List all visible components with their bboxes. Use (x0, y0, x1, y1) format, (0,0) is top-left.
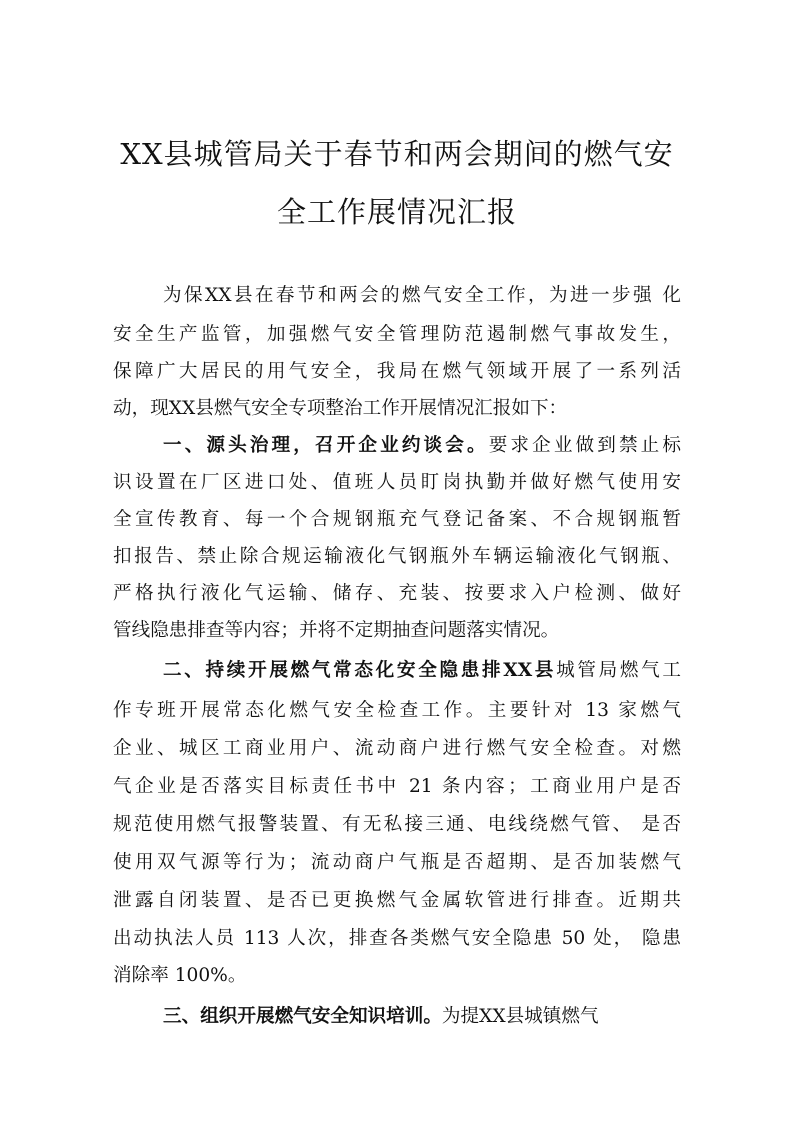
section1-line: 扣报告、禁止除合规运输液化气钢瓶外车辆运输液化气钢瓶、 (113, 546, 681, 567)
intro-line-3: 保障广大居民的用气安全，我局在燃气领域开展了一系列活 (113, 361, 681, 382)
section2-heading: 二、持续开展燃气常态化安全隐患排XX县 (163, 660, 557, 681)
section2-line: 使用双气源等行为；流动商户气瓶是否超期、是否加装燃气 (113, 852, 681, 873)
document-title-line-1: XX县城管局关于春节和两会期间的燃气安 (120, 137, 674, 171)
section2-line: 气企业是否落实目标责任书中 21 条内容；工商业用户是否 (113, 776, 681, 797)
section1-line: 全宣传教育、每一个合规钢瓶充气登记备案、不合规钢瓶暂 (113, 509, 681, 530)
section1-line: 严格执行液化气运输、储存、充装、按要求入户检测、做好 (113, 583, 681, 604)
section2-first-line-text: 城管局燃气工 (556, 660, 681, 681)
section1-line: 识设置在厂区进口处、值班人员盯岗执勤并做好燃气使用安 (113, 472, 681, 493)
section2-first-line (163, 658, 681, 684)
intro-line-1: 为保XX县在春节和两会的燃气安全工作，为进一步强 化 (163, 285, 681, 306)
section3-first-line-text: 为提XX县城镇燃气 (441, 1006, 599, 1027)
section2-line: 企业、城区工商业用户、流动商户进行燃气安全检查。对燃 (113, 738, 681, 759)
section2-line: 出动执法人员 113 人次，排查各类燃气安全隐患 50 处， 隐患 (113, 928, 681, 949)
section2-line: 规范使用燃气报警装置、有无私接三通、电线绕燃气管、 是否 (113, 814, 681, 835)
section2-line: 作专班开展常态化燃气安全检查工作。主要针对 13 家燃气 (113, 700, 681, 721)
section3-heading: 三、组织开展燃气安全知识培训。 (163, 1006, 442, 1027)
document-title-line-2: 全工作展情况汇报 (276, 195, 517, 229)
section1-heading: 一、源头治理，召开企业约谈会。 (163, 435, 489, 456)
section1-first-line (163, 433, 681, 459)
section1-first-line-text: 要求企业做到禁止标 (488, 435, 681, 456)
intro-line-4: 动，现XX县燃气安全专项整治工作开展情况汇报如下： (113, 398, 568, 419)
section1-line: 管线隐患排查等内容；并将不定期抽查问题落实情况。 (113, 620, 560, 641)
section2-line: 泄露自闭装置、是否已更换燃气金属软管进行排查。近期共 (113, 890, 681, 911)
section2-line: 消除率 100%。 (113, 965, 247, 986)
section3-first-line (163, 1004, 681, 1030)
intro-line-2: 安全生产监管，加强燃气安全管理防范遏制燃气事故发生， (113, 324, 681, 345)
